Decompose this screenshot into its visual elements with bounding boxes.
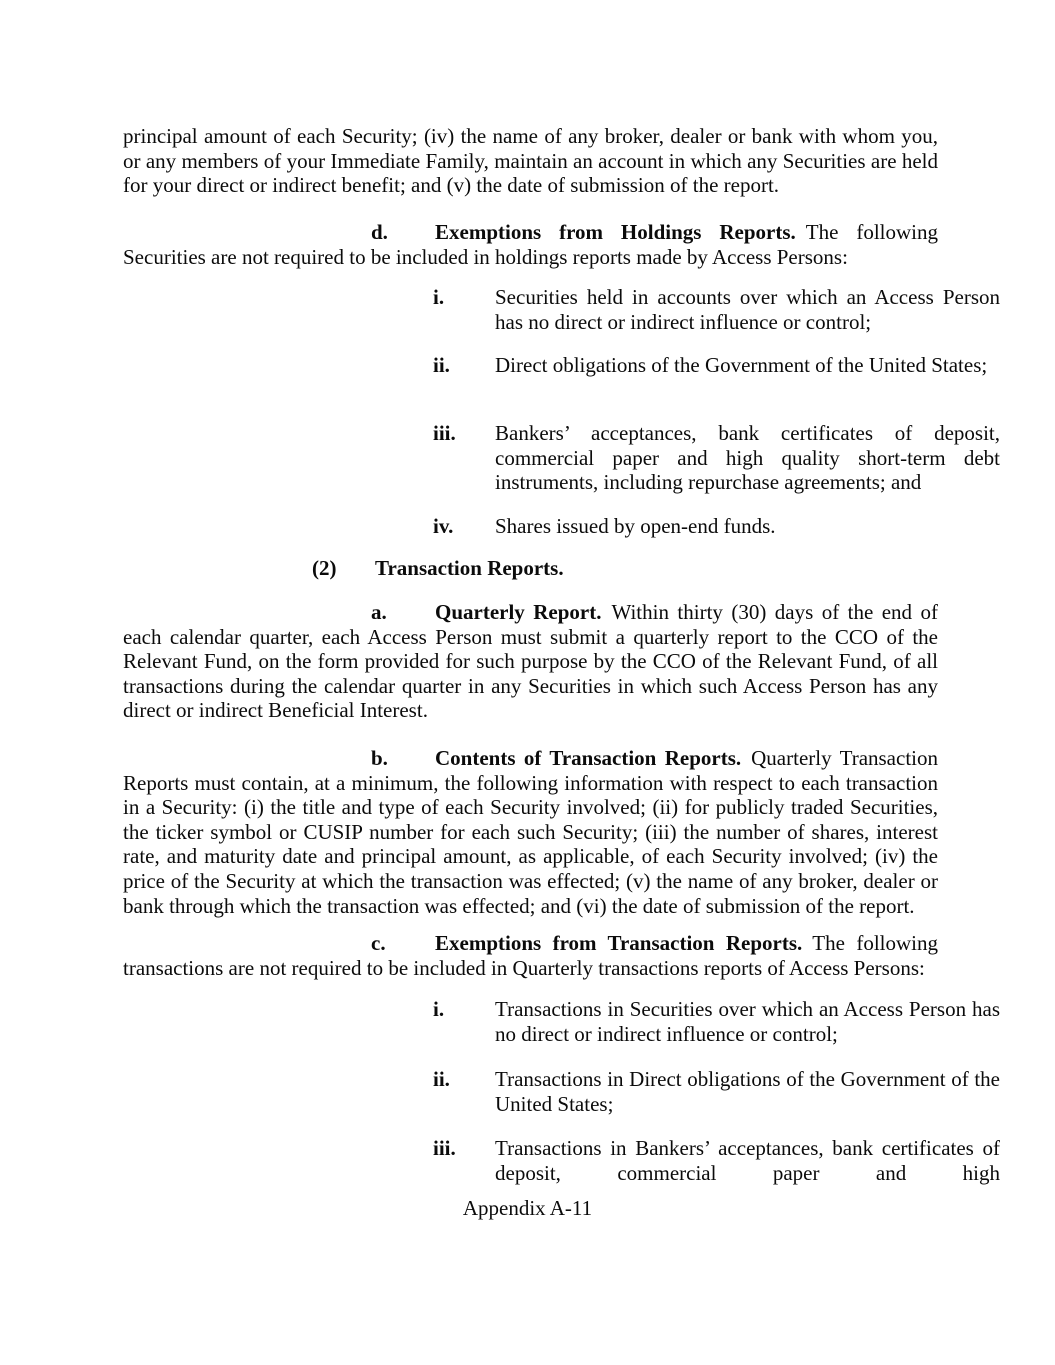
list-marker-ii: ii. bbox=[433, 353, 450, 377]
list-item-transactions-iii bbox=[433, 1136, 1000, 1185]
list-item-holdings-iv bbox=[433, 514, 1000, 539]
list-text: Direct obligations of the Government of the United States; bbox=[495, 353, 988, 377]
clause-body-a: Within thirty (30) days of the end of each calendar quarter, each Access Person must submit a quarterly report to the CCO of the Relevant Fund, on the form provided for such purpose by the CCO of the Relevant Fund, of all transactions during the calendar quarter in any Securities in which such Access Person has any direct or indirect Beneficial Interest. bbox=[123, 600, 938, 723]
list-item-holdings-i bbox=[433, 285, 1000, 334]
list-text: Bankers’ acceptances, bank certificates of deposit, commercial paper and high quality short-term debt instruments, including repurchase agreements; and bbox=[495, 421, 1000, 495]
clause-body-b: Quarterly Transaction Reports must contain, at a minimum, the following information with respect to each transaction in a Security: (i) the title and type of each Security involved; (ii) for publicly traded Securities, the ticker symbol or CUSIP number for each such Security; (iii) the number of shares, interest rate, and maturity date and principal amount, as applicable, of each Security involved; (iv) the price of the Security at which the transaction was effected; (v) the name of any broker, dealer or bank through which the transaction was effected; and (vi) the date of submission of the report. bbox=[123, 746, 938, 918]
paragraph-intro: principal amount of each Security; (iv) the name of any broker, dealer or bank with whom you, or any members of your Immediate Family, maintain an account in which any Securities are held for your direct or indirect benefit; and (v) the date of submission of the report. bbox=[123, 124, 938, 198]
list-item-transactions-ii bbox=[433, 1067, 1000, 1116]
page-footer: Appendix A-11 bbox=[462, 1196, 593, 1220]
list-marker-i: i. bbox=[433, 285, 445, 309]
section-number: (2) bbox=[312, 556, 337, 580]
paragraph-d-exemptions-holdings bbox=[123, 220, 938, 269]
paragraph-b-contents-transaction-reports bbox=[123, 746, 938, 918]
list-item-holdings-iii bbox=[433, 421, 1000, 495]
section-title: Transaction Reports. bbox=[375, 556, 564, 580]
paragraph-a-quarterly-report bbox=[123, 600, 938, 723]
list-marker-i: i. bbox=[433, 997, 445, 1021]
list-marker-iii: iii. bbox=[433, 1136, 456, 1160]
section-heading-transaction-reports bbox=[312, 556, 564, 581]
clause-heading-a: Quarterly Report. bbox=[435, 600, 602, 624]
clause-body-c: The following transactions are not required to be included in Quarterly transactions reports of Access Persons: bbox=[123, 931, 939, 980]
clause-label-d: d. bbox=[371, 220, 388, 244]
paragraph-c-exemptions-transaction-reports bbox=[123, 931, 938, 980]
clause-label-c: c. bbox=[371, 931, 386, 955]
clause-body-d: The following Securities are not required to be included in holdings reports made by Access Persons: bbox=[123, 220, 939, 269]
list-item-holdings-ii bbox=[433, 353, 1000, 378]
list-text: Securities held in accounts over which an Access Person has no direct or indirect influence or control; bbox=[495, 285, 1000, 334]
list-text: Shares issued by open-end funds. bbox=[495, 514, 776, 538]
clause-heading-d: Exemptions from Holdings Reports. bbox=[435, 220, 796, 244]
list-text: Transactions in Bankers’ acceptances, bank certificates of deposit, commercial paper and high bbox=[495, 1136, 1000, 1185]
clause-label-b: b. bbox=[371, 746, 388, 770]
list-text: Transactions in Securities over which an Access Person has no direct or indirect influence or control; bbox=[495, 997, 1000, 1046]
clause-heading-c: Exemptions from Transaction Reports. bbox=[435, 931, 803, 955]
clause-label-a: a. bbox=[371, 600, 387, 624]
list-marker-iv: iv. bbox=[433, 514, 454, 538]
list-marker-iii: iii. bbox=[433, 421, 456, 445]
list-marker-ii: ii. bbox=[433, 1067, 450, 1091]
clause-heading-b: Contents of Transaction Reports. bbox=[435, 746, 742, 770]
list-text: Transactions in Direct obligations of the Government of the United States; bbox=[495, 1067, 1000, 1116]
list-item-transactions-i bbox=[433, 997, 1000, 1046]
